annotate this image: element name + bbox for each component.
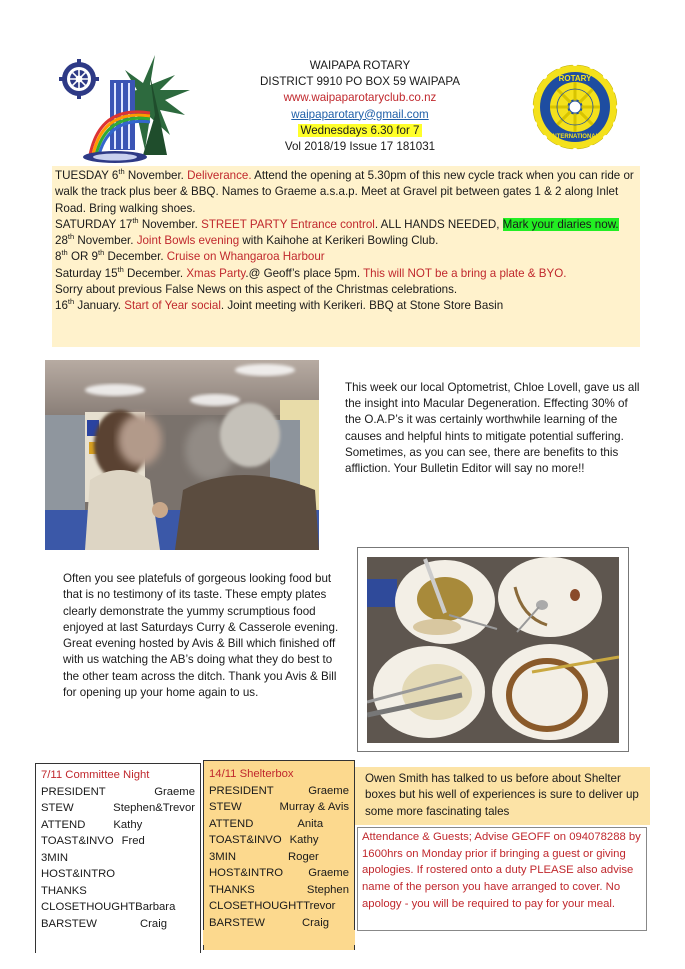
roster-row: ATTEND Kathy <box>41 818 143 831</box>
roster-row: HOST&INTRO Graeme <box>209 867 349 879</box>
roster-title: 7/11 Committee Night <box>41 769 150 781</box>
event-title: Cruise on Whangaroa Harbour <box>166 250 325 264</box>
event-item: SATURDAY 17th November. STREET PARTY Entrance control. ALL HANDS NEEDED, Mark your diaries now. <box>55 216 619 231</box>
email-link[interactable]: waipaparotary@gmail.com <box>291 107 429 121</box>
event-item: 16th January. Start of Year social. Joint meeting with Kerikeri. BBQ at Stone Store Basin <box>55 297 504 313</box>
event-item: Sorry about previous False News on this aspect of the Christmas celebrations. <box>55 283 458 297</box>
event-item: Saturday 15th December. Xmas Party.@ Geoff’s place 5pm. This will NOT be a bring a plate & BYO. <box>55 264 567 280</box>
rotary-wheel-small-icon <box>59 59 99 99</box>
roster-row: BARSTEW Craig <box>209 916 329 929</box>
speaker-article <box>345 380 645 477</box>
svg-text:ROTARY: ROTARY <box>558 74 592 83</box>
roster-row: ATTEND Anita <box>209 817 324 830</box>
event-item: 8th OR 9th December. Cruise on Whangaroa Harbour <box>55 248 325 264</box>
roster-row: PRESIDENT Graeme <box>209 784 349 797</box>
event-title: Xmas Party <box>186 266 246 280</box>
event-item: 28th November. Joint Bowls evening with Kaihohe at Kerikeri Bowling Club. <box>55 232 439 248</box>
roster-row: CLOSETHOUGHT Trevor <box>209 900 336 912</box>
duty-roster-committee-night <box>35 763 201 953</box>
roster-row: TOAST&INVO Kathy <box>209 834 319 846</box>
roster-row: THANKS <box>41 884 87 897</box>
event-item: TUESDAY 6th November. Deliverance. Attend the opening at 5.30pm of this new cycle track when you can ride or walk the track plus beer & BBQ. Names to Graeme a.s.a.p. Meet at Gravel pit between gates 1 & 2 along Inlet Road. Bring walking shoes. <box>55 167 634 215</box>
event-note: This will NOT be a bring a plate & BYO. <box>363 266 567 280</box>
issue-number: Vol 2018/19 Issue 17 181031 <box>284 140 436 154</box>
upcoming-events-box <box>52 166 640 347</box>
meeting-time: Wednesdays 6.30 for 7 <box>300 123 420 137</box>
roster-row: STEW Stephen&Trevor <box>41 802 195 814</box>
roster-row: THANKS Stephen <box>209 883 349 896</box>
rotary-international-logo <box>530 57 620 157</box>
roster-row: HOST&INTRO <box>41 868 116 880</box>
event-title: Start of Year social <box>124 299 221 313</box>
empty-plates-photo-frame <box>357 547 629 752</box>
speaker-note: Owen Smith has talked to us before about Shelter boxes but his well of experiences is sure to deliver up some more fascinating tales <box>355 767 650 825</box>
article-paragraph: Sometimes, as you can see, there are benefits to this affliction. Your Bulletin Editor will say no more!! <box>345 445 619 476</box>
roster-bottom-strip <box>203 930 355 945</box>
highlight-note: Mark your diaries now. <box>502 217 619 231</box>
event-title: Joint Bowls evening <box>136 234 240 248</box>
empty-plates-photo <box>367 557 619 743</box>
website-link[interactable]: www.waipaparotaryclub.co.nz <box>283 91 437 105</box>
waipapa-club-logo <box>55 55 205 163</box>
svg-text:INTERNATIONAL: INTERNATIONAL <box>550 134 600 140</box>
article-paragraph: This week our local Optometrist, Chloe Lovell, gave us all the insight into Macular Degeneration. Effecting 30% of the O.A.P’s it was certainly worthwhile learning of the causes and helpful hints to mitigate potential suffering. <box>345 381 640 443</box>
roster-row: TOAST&INVO Fred <box>41 835 145 847</box>
roster-row: 3MIN <box>41 851 68 864</box>
meeting-photo <box>45 360 319 550</box>
duty-roster-shelterbox <box>203 760 355 950</box>
roster-row: CLOSETHOUGHT Barbara <box>41 901 176 913</box>
newsletter-header <box>230 58 490 155</box>
roster-title: 14/11 Shelterbox <box>209 768 294 780</box>
roster-row: PRESIDENT Graeme <box>41 785 195 798</box>
event-title: STREET PARTY Entrance control <box>201 217 375 231</box>
club-name: WAIPAPA ROTARY <box>309 59 411 72</box>
roster-row: 3MIN Roger <box>209 850 319 863</box>
roster-row: BARSTEW Craig <box>41 917 167 930</box>
attendance-note: Attendance & Guests; Advise GEOFF on 094078288 by 1600hrs on Monday prior if bringing a guest or giving apologies. If rostered onto a duty PLEASE also advise name of the person you have arranged to cover. No apology - you will be required to pay for your meal. <box>357 827 647 931</box>
curry-evening-article: Often you see platefuls of gorgeous looking food but that is no testimony of its taste. These empty plates clearly demonstrate the yummy scrumptious food enjoyed at last Saturdays Curry & Casserole evening. Great evening hosted by Avis & Bill which finished off with us watching the AB’s doing what they do best to the other team across the ditch. Thank you Avis & Bill for opening up your home again to us. <box>63 572 339 700</box>
roster-row: STEW Murray & Avis <box>209 801 349 813</box>
district-address: DISTRICT 9910 PO BOX 59 WAIPAPA <box>260 75 460 89</box>
event-title: Deliverance. <box>187 169 252 182</box>
